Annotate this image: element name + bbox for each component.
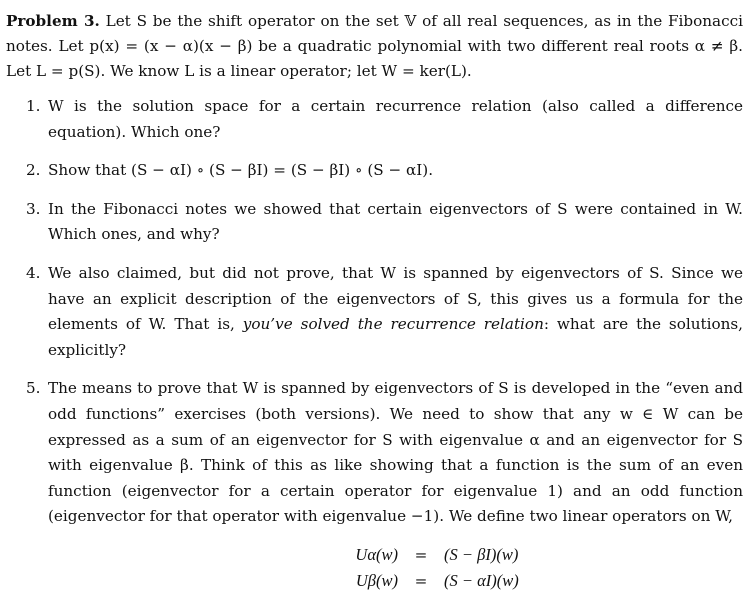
item-number: 2. xyxy=(26,161,41,180)
item-number: 4. xyxy=(26,263,41,282)
item-number: 5. xyxy=(26,379,41,398)
problem-list xyxy=(6,94,743,594)
list-item-5 xyxy=(6,376,743,594)
equation-lhs: Uβ(w) xyxy=(355,570,398,590)
item-text: W is the solution space for a certain recurrence relation (also called a difference equation). Which one? xyxy=(48,97,743,141)
equation-rhs: (S − αI)(w) xyxy=(444,570,519,590)
equation-row-u-alpha xyxy=(48,542,743,568)
list-item-1 xyxy=(6,94,743,145)
item-text-tail: : what are the solutions, explicitly? xyxy=(48,315,743,359)
equation-relation: = xyxy=(414,545,428,564)
item-text: In the Fibonacci notes we showed that certain eigenvectors of S were contained in W. Which ones, and why? xyxy=(48,199,743,244)
item-text: We also claimed, but did not prove, that W is spanned by eigenvectors of S. Since we have an explicit description of the eigenvectors of S, this gives us a formula for the elements of W. That is, xyxy=(48,263,743,334)
problem-intro-text: Let S be the shift operator on the set 𝕍 of all real sequences, as in the Fibonacci notes. Let p(x) = (x − α)(x − β) be a quadratic polynomial with two different real roots α ≠ β. Let L = p(S). We know L is a linear operator; let W = ker(L). xyxy=(6,12,743,80)
item-text: Show that (S − αI) ∘ (S − βI) = (S − βI) ∘ (S − αI). xyxy=(48,161,434,180)
emphasized-text: you’ve solved the recurrence relation xyxy=(242,315,544,334)
problem-title: Problem 3. xyxy=(6,12,100,30)
item-number: 3. xyxy=(26,199,41,218)
list-item-4 xyxy=(6,261,743,363)
list-item-3 xyxy=(6,197,743,248)
item-number: 1. xyxy=(26,97,41,115)
equation-display xyxy=(48,542,743,594)
equation-row-u-beta xyxy=(48,568,743,594)
equation-rhs: (S − βI)(w) xyxy=(444,544,519,564)
equation-relation: = xyxy=(414,571,428,590)
problem-intro xyxy=(6,9,743,84)
item-text: The means to prove that W is spanned by eigenvectors of S is developed in the “even and odd functions” exercises (both versions). We need to show that any w ∈ W can be expressed as a sum of an eigenvector for S with eigenvalue α and an eigenvector for S with eigenvalue β. Think of this as like showing that a function is the sum of an even function (eigenvector for a certain operator for eigenvalue 1) and an odd function (eigenvector for that operator with eigenvalue −1). We define two linear operators on W, xyxy=(48,379,743,526)
list-item-2 xyxy=(6,158,743,184)
equation-lhs: Uα(w) xyxy=(355,544,398,564)
